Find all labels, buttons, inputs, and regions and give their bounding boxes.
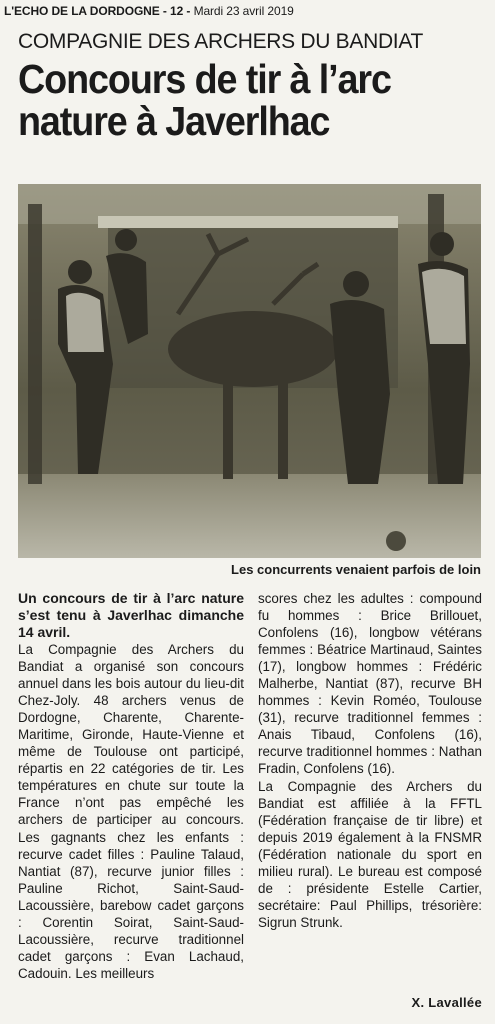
article-byline: X. Lavallée (411, 995, 482, 1010)
photo-caption: Les concurrents venaient parfois de loin (231, 562, 481, 577)
article-body-right-club: La Compagnie des Archers du Bandiat est affiliée à la FFTL (Fédération française de tir libre) et depuis 2019 également à la FNSMR (Fédération nationale du sport en milieu rural). Le bureau est composé de : présidente Estelle Cartier, secrétaire: Paul Phillips, trésorière: Sigrun Strunk. (258, 778, 482, 930)
article-title: Concours de tir à l’arc nature à Javerlhac (18, 56, 391, 144)
article-body-right-results: scores chez les adultes : compound fu hommes : Brice Brillouet, Confolens (16), longbow vétérans femmes : Béatrice Martinaud, Saintes (17), longbow hommes : Frédéric Malherbe, Nantiat (87), recurve BH hommes : Kevin Roméo, Toulouse (31), recurve traditionnel femmes : Anais Tibaud, Confolens (16), recurve traditionnel hommes : Nathan Fradin, Confolens (16). (258, 591, 482, 777)
masthead: L'ECHO DE LA DORDOGNE (4, 4, 160, 18)
article-column-left (18, 590, 244, 982)
masthead-line (4, 4, 491, 18)
article-kicker: COMPAGNIE DES ARCHERS DU BANDIAT (18, 30, 424, 53)
article-photo (18, 184, 481, 558)
separator: - (159, 4, 171, 18)
issue-date: Mardi 23 avril 2019 (193, 4, 294, 18)
article-column-right (258, 590, 482, 931)
article-lede: Un concours de tir à l’arc nature s’est tenu à Javerlhac dimanche 14 avril. (18, 590, 244, 640)
separator-2: - (183, 4, 194, 18)
page-number: 12 (170, 4, 184, 18)
article-body-left: La Compagnie des Archers du Bandiat a organisé son concours annuel dans les bois autour du lieu-dit Chez-Joly. 48 archers venus de Dordogne, Charente, Charente-Maritime, Gironde, Haute-Vienne et même de Toulouse ont participé, répartis en 22 catégories de tir. Les températures en chute sur toute la France n’ont pas empêché les archers de participer au concours. Les gagnants chez les enfants : recurve cadet filles : Pauline Talaud, Nantiat (87), recurve junior filles : Pauline Richot, Saint-Saud-Lacoussière, barebow cadet garçons : Corentin Soirat, Saint-Saud-Lacoussière, recurve traditionnel cadet garçons : Evan Lachaud, Cadouin. Les meilleurs (18, 642, 244, 981)
photo-illustration (18, 184, 481, 558)
